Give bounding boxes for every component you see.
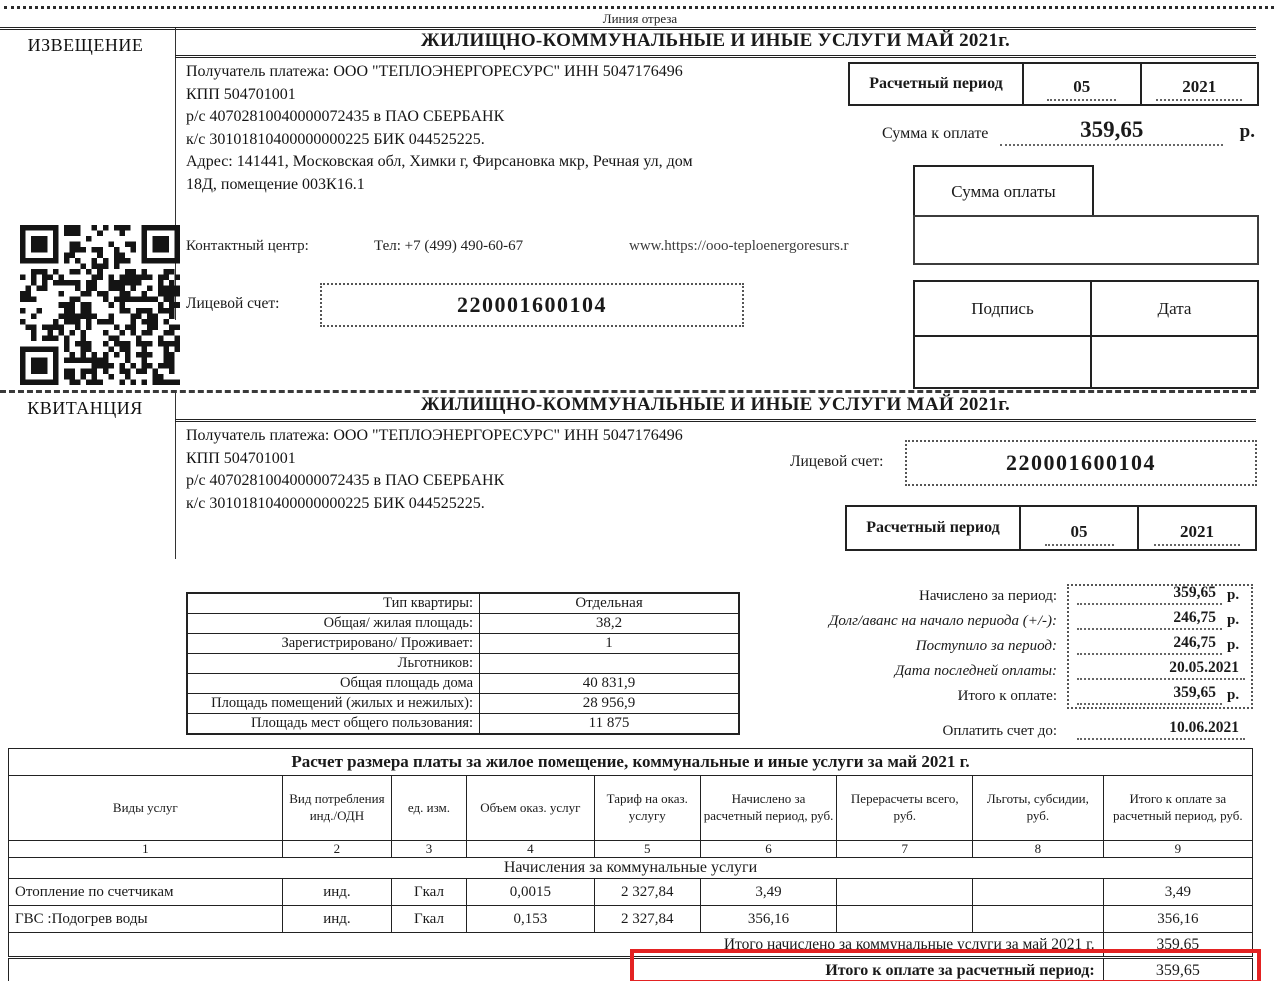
- section-header-row: [9, 858, 1253, 879]
- info-label: Площадь помещений (жилых и нежилых):: [187, 694, 480, 714]
- cell-total: 3,49: [1103, 879, 1252, 906]
- cell-consumption-type: инд.: [282, 906, 391, 933]
- column-number: 9: [1103, 841, 1252, 858]
- column-header: Вид потребления инд./ОДН: [282, 776, 391, 841]
- cell-unit: Гкал: [392, 879, 467, 906]
- summary-label: Начислено за период:: [919, 588, 1057, 604]
- cell-recalc: [837, 906, 973, 933]
- total-due-highlight: [630, 949, 1261, 981]
- table-row: [187, 694, 739, 714]
- payee-line: к/с 30101810400000000225 БИК 044525225.: [186, 494, 485, 512]
- column-number: 2: [282, 841, 391, 858]
- billing-period-label: Расчетный период: [850, 64, 1024, 104]
- amount-due-value: 359,65: [1000, 117, 1223, 146]
- payee-line: 18Д, помещение 003К16.1: [186, 175, 365, 193]
- account-label: Лицевой счет:: [790, 453, 884, 470]
- total-due-value: 359,65: [1103, 958, 1252, 981]
- cut-line: [4, 6, 1274, 9]
- table-row: [187, 593, 739, 614]
- info-value: Отдельная: [480, 593, 739, 614]
- column-header: Виды услуг: [9, 776, 283, 841]
- column-number: 5: [594, 841, 700, 858]
- pay-before-label: Оплатить счет до:: [942, 723, 1057, 739]
- summary-value: 246,75: [1077, 634, 1222, 655]
- info-label: Общая площадь дома: [187, 674, 480, 694]
- table-row: [9, 906, 1253, 933]
- cell-service: ГВС :Подогрев воды: [9, 906, 283, 933]
- receipt-payee-block: [186, 425, 831, 515]
- column-header: Итого к оплате за расчетный период, руб.: [1103, 776, 1252, 841]
- payee-line: к/с 30101810400000000225 БИК 044525225.: [186, 130, 485, 148]
- summary-value: 359,65: [1077, 684, 1222, 705]
- contact-phone: Тел: +7 (499) 490-60-67: [374, 238, 524, 254]
- signature-label: Подпись: [915, 282, 1092, 337]
- total-accrued-label: Итого начислено за коммунальные услуги за май 2021 г.: [9, 933, 1104, 958]
- summary-currency: р.: [1227, 587, 1240, 603]
- pay-before-value-cell: [1067, 719, 1253, 744]
- column-number: 6: [700, 841, 837, 858]
- payment-amount-label-box: Сумма оплаты: [913, 165, 1094, 219]
- summary-label: Итого к оплате:: [957, 688, 1057, 704]
- total-accrued-value: 359,65: [1103, 933, 1252, 958]
- summary-currency: р.: [1227, 612, 1240, 628]
- payee-line: Получатель платежа: ООО "ТЕПЛОЭНЕРГОРЕСУРС" ИНН 5047176496: [186, 427, 683, 444]
- billing-period-year: 2021: [1137, 507, 1255, 549]
- table-row: [187, 654, 739, 674]
- payee-line: Адрес: 141441, Московская обл, Химки г, Фирсановка мкр, Речная ул, дом: [186, 153, 693, 170]
- date-label: Дата: [1092, 282, 1257, 337]
- payee-line: Получатель платежа: ООО "ТЕПЛОЭНЕРГОРЕСУРС" ИНН 5047176496: [186, 63, 683, 80]
- column-header: Льготы, субсидии, руб.: [973, 776, 1104, 841]
- column-header: Начислено за расчетный период, руб.: [700, 776, 837, 841]
- signature-cell: [915, 337, 1092, 387]
- info-value: 1: [480, 634, 739, 654]
- billing-period-month: 05: [1021, 507, 1137, 549]
- cell-tariff: 2 327,84: [594, 879, 700, 906]
- cut-line-label: Линия отреза: [602, 11, 678, 26]
- table-title-row: [9, 749, 1253, 776]
- column-number: 1: [9, 841, 283, 858]
- cell-tariff: 2 327,84: [594, 906, 700, 933]
- info-value: 28 956,9: [480, 694, 739, 714]
- billing-period-year: 2021: [1140, 64, 1258, 104]
- table-row: [187, 634, 739, 654]
- notice-title: ЖИЛИЩНО-КОММУНАЛЬНЫЕ И ИНЫЕ УСЛУГИ МАЙ 2021г.: [175, 28, 1256, 58]
- amount-due-row: [882, 112, 1255, 146]
- cell-total: 356,16: [1103, 906, 1252, 933]
- info-value: 40 831,9: [480, 674, 739, 694]
- cell-benefits: [973, 879, 1104, 906]
- billing-period-label: Расчетный период: [847, 507, 1021, 549]
- cell-volume: 0,0015: [466, 879, 594, 906]
- summary-label: Дата последней оплаты:: [894, 663, 1057, 679]
- table-row: [187, 714, 739, 735]
- column-header: Перерасчеты всего, руб.: [837, 776, 973, 841]
- cell-benefits: [973, 906, 1104, 933]
- cell-accrued: 3,49: [700, 879, 837, 906]
- billing-period-month: 05: [1024, 64, 1140, 104]
- notice-section-label: ИЗВЕЩЕНИЕ: [27, 35, 144, 55]
- cell-accrued: 356,16: [700, 906, 837, 933]
- signature-date-table: [913, 280, 1259, 389]
- column-number: 8: [973, 841, 1104, 858]
- table-row: [187, 614, 739, 634]
- column-header: Объем оказ. услуг: [466, 776, 594, 841]
- column-header: ед. изм.: [392, 776, 467, 841]
- payment-amount-input-box: [913, 215, 1259, 265]
- cell-unit: Гкал: [392, 906, 467, 933]
- column-number-row: [9, 841, 1253, 858]
- notice-billing-period-box: [848, 62, 1259, 106]
- summary-value: 246,75: [1077, 609, 1222, 630]
- payee-line: р/с 40702810040000072435 в ПАО СБЕРБАНК: [186, 108, 505, 125]
- cell-recalc: [837, 879, 973, 906]
- pay-before-value: 10.06.2021: [1077, 719, 1245, 740]
- summary-value: 359,65: [1077, 584, 1222, 605]
- info-label: Льготников:: [187, 654, 480, 674]
- charges-summary: [788, 584, 1253, 744]
- apartment-info-table: [186, 592, 740, 735]
- account-number-box: 220001600104: [320, 283, 744, 327]
- info-value: 38,2: [480, 614, 739, 634]
- amount-due-currency: р.: [1239, 121, 1255, 142]
- table-row: [9, 879, 1253, 906]
- info-label: Тип квартиры:: [187, 593, 480, 614]
- table-header-row: [9, 776, 1253, 841]
- info-label: Общая/ жилая площадь:: [187, 614, 480, 634]
- info-label: Зарегистрировано/ Проживает:: [187, 634, 480, 654]
- payee-line: р/с 40702810040000072435 в ПАО СБЕРБАНК: [186, 472, 505, 489]
- column-header: Тариф на оказ. услугу: [594, 776, 700, 841]
- calculation-table: [8, 748, 1253, 981]
- contact-label: Контактный центр:: [186, 238, 309, 254]
- calc-table-title: Расчет размера платы за жилое помещение, коммунальные и иные услуги за май 2021 г.: [9, 749, 1253, 776]
- payee-line: КПП 504701001: [186, 85, 296, 103]
- column-number: 4: [466, 841, 594, 858]
- qr-code: [20, 225, 180, 385]
- amount-due-label: Сумма к оплате: [882, 125, 989, 142]
- summary-currency: р.: [1227, 637, 1240, 653]
- total-due-label: Итого к оплате за расчетный период:: [9, 958, 1104, 981]
- cell-consumption-type: инд.: [282, 879, 391, 906]
- contact-website: www.https://ooo-teploenergoresurs.r: [629, 238, 849, 254]
- pay-before-row: [788, 719, 1253, 744]
- column-number: 7: [837, 841, 973, 858]
- contact-row: [186, 238, 910, 255]
- account-label: Лицевой счет:: [186, 295, 280, 312]
- account-number-box: 220001600104: [905, 440, 1257, 486]
- receipt-billing-period-box: [845, 505, 1257, 551]
- receipt-title: ЖИЛИЩНО-КОММУНАЛЬНЫЕ И ИНЫЕ УСЛУГИ МАЙ 2021г.: [175, 392, 1256, 422]
- summary-label: Долг/аванс на начало периода (+/-):: [828, 613, 1057, 629]
- summary-value: 20.05.2021: [1077, 659, 1245, 680]
- date-cell: [1092, 337, 1257, 387]
- column-number: 3: [392, 841, 467, 858]
- notice-payee-block: [186, 61, 831, 196]
- payee-line: КПП 504701001: [186, 449, 296, 467]
- summary-currency: р.: [1227, 687, 1240, 703]
- table-row: [187, 674, 739, 694]
- section-header: Начисления за коммунальные услуги: [9, 858, 1253, 879]
- info-label: Площадь мест общего пользования:: [187, 714, 480, 735]
- summary-values-frame: [1067, 584, 1253, 709]
- cell-service: Отопление по счетчикам: [9, 879, 283, 906]
- info-value: 11 875: [480, 714, 739, 735]
- info-value: [480, 654, 739, 674]
- cell-volume: 0,153: [466, 906, 594, 933]
- summary-label: Поступило за период:: [915, 638, 1057, 654]
- receipt-section-label: КВИТАНЦИЯ: [27, 398, 143, 418]
